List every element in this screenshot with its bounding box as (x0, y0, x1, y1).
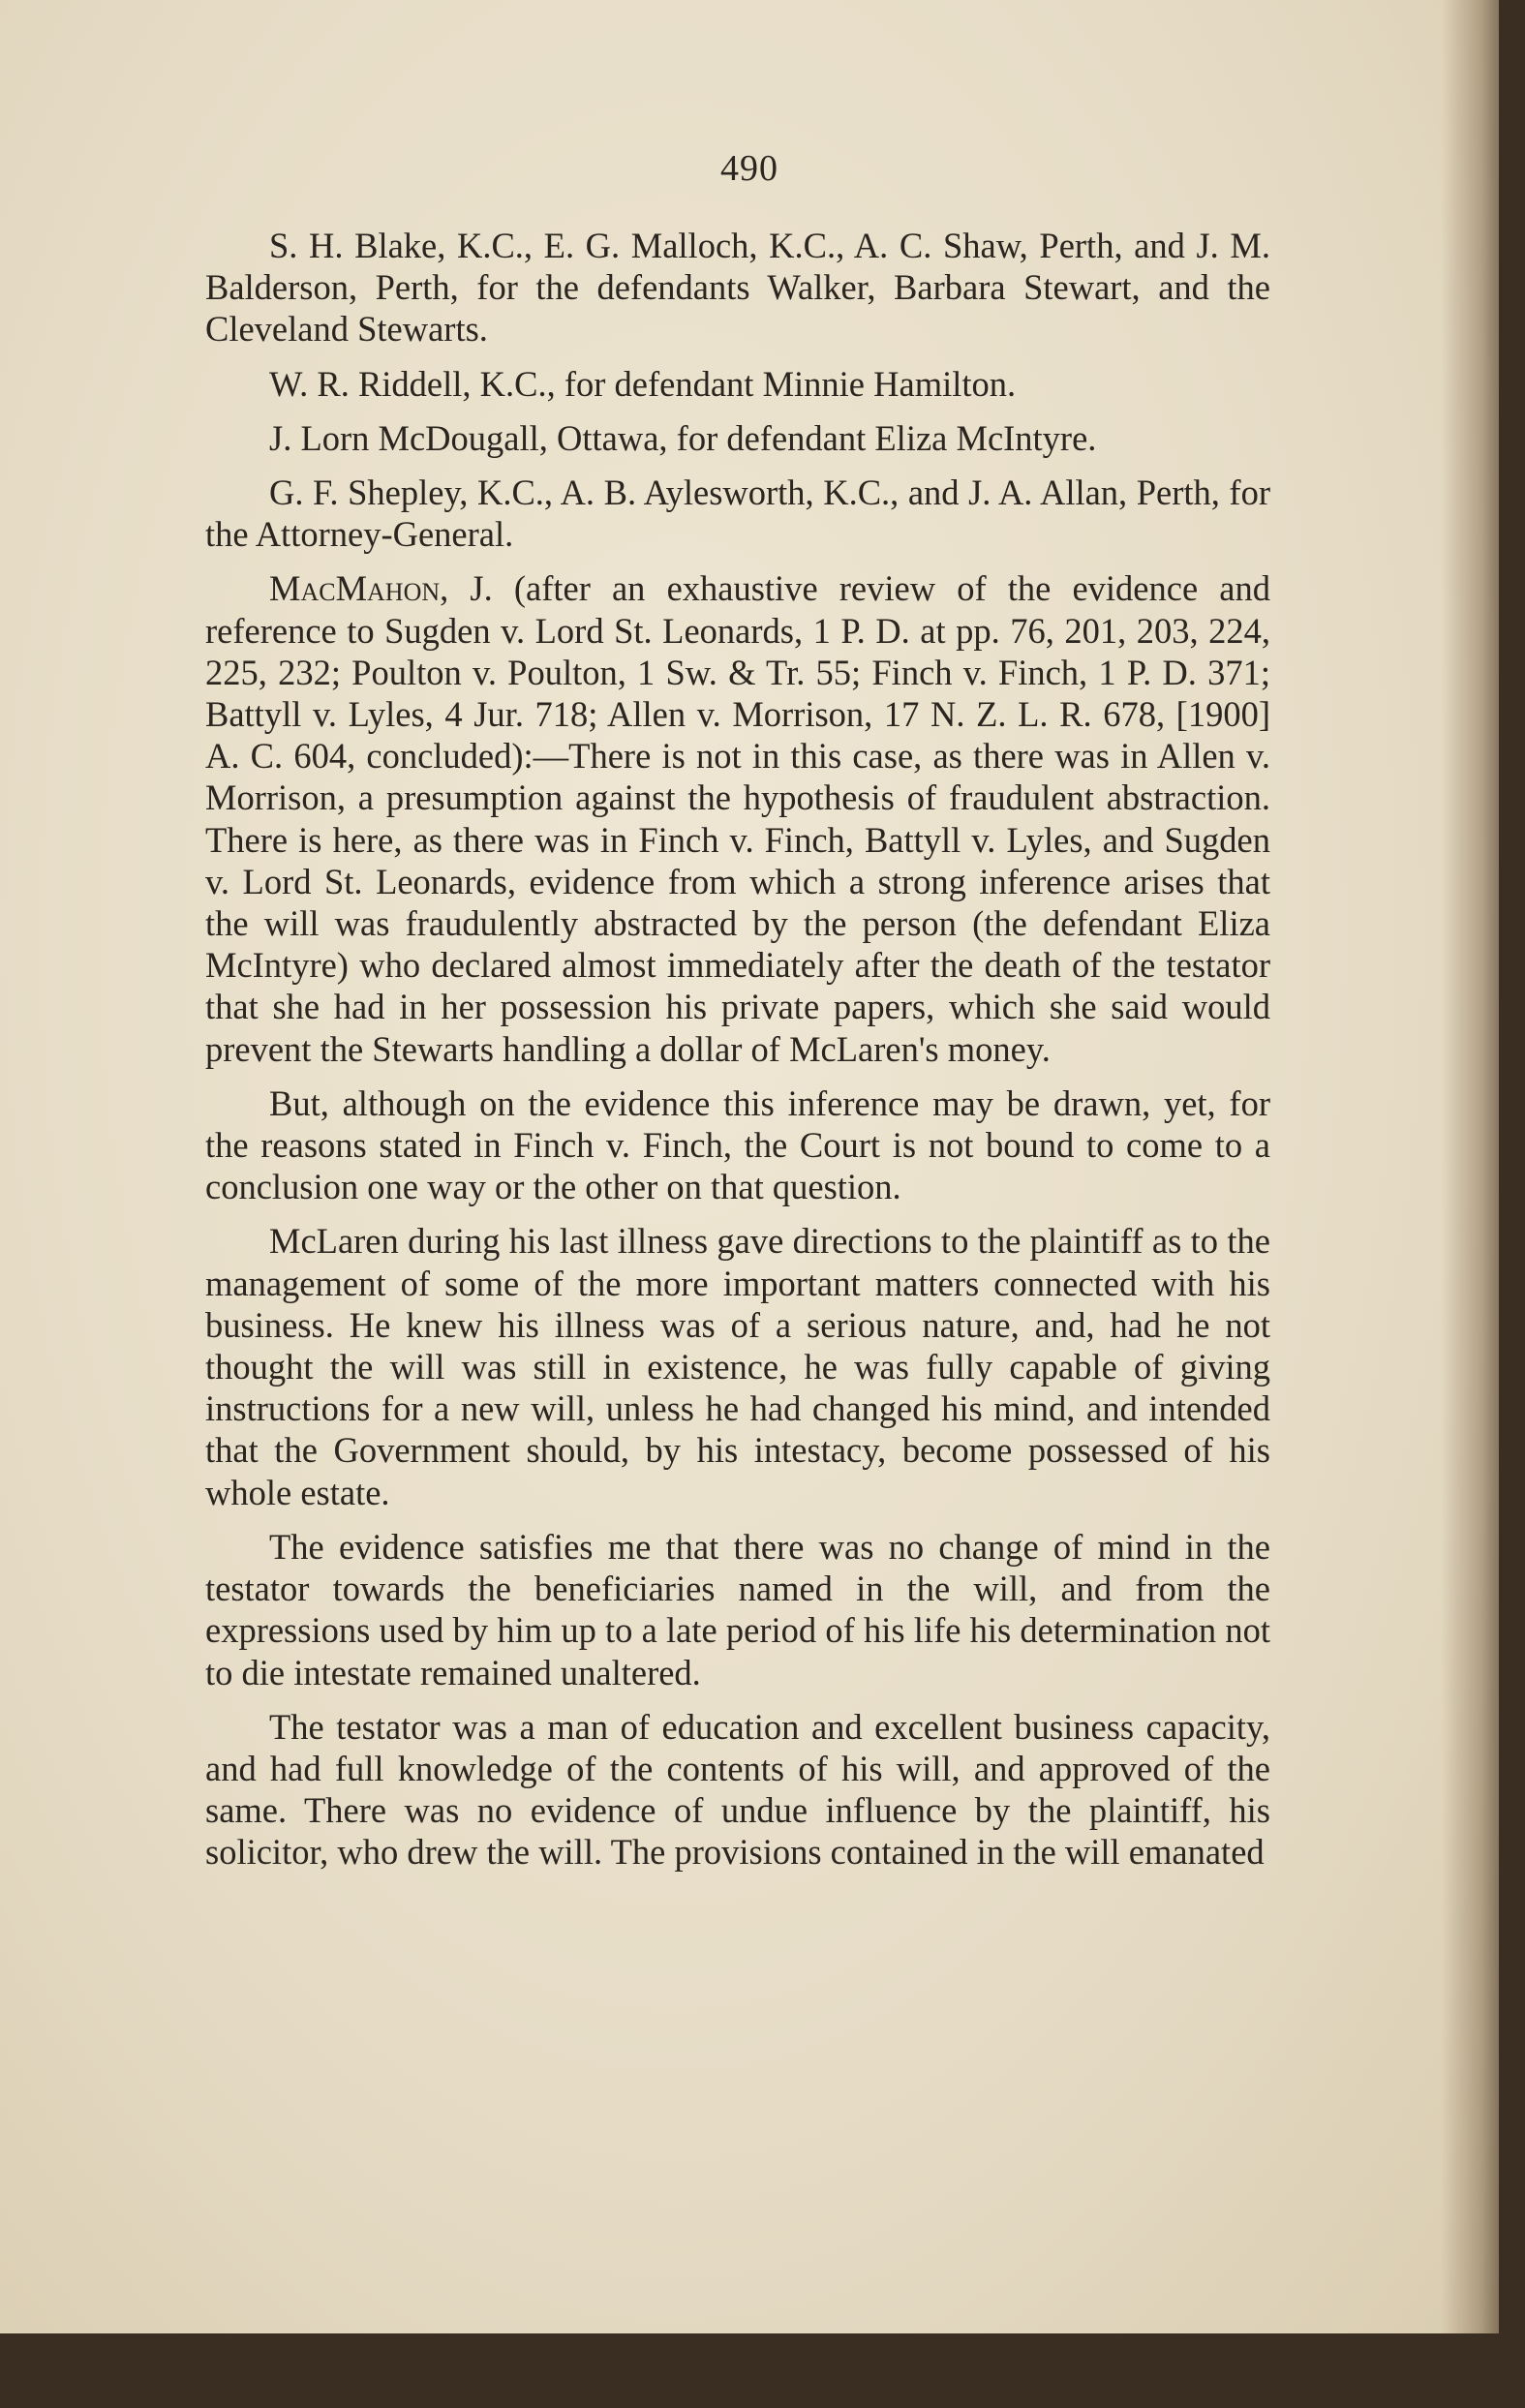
page-body (205, 225, 1270, 1886)
page-gutter-shadow (1441, 0, 1499, 2333)
judgment-paragraph: McLaren during his last illness gave directions to the plaintiff as to the management of some of the more important matters connected with his business. He knew his illness was of a serious nature, and, had he not thought the will was still in existence, he was fully capable of giving instructions for a new will, unless he had changed his mind, and intended that the Government should, by his intestacy, become possessed of his whole estate. (205, 1221, 1270, 1512)
judgment-opening-text: , J. (after an exhaustive review of the evidence and reference to Sugden v. Lord St. Leonards, 1 P. D. at pp. 76, 201, 203, 224, 225, 232; Poulton v. Poulton, 1 Sw. & Tr. 55; Finch v. Finch, 1 P. D. 371; Battyll v. Lyles, 4 Jur. 718; Allen v. Morrison, 17 N. Z. L. R. 678, [1900] A. C. 604, concluded):—There is not in this case, as there was in Allen v. Morrison, a presumption against the hypothesis of fraudulent abstraction. There is here, as there was in Finch v. Finch, Battyll v. Lyles, and Sugden v. Lord St. Leonards, evidence from which a strong inference arises that the will was fraudulently abstracted by the person (the defendant Eliza McIntyre) who declared almost immediately after the death of the testator that she had in her possession his private papers, which she said would prevent the Stewarts handling a dollar of McLaren's money. (205, 568, 1270, 1069)
judge-name: MacMahon (269, 568, 441, 609)
judgment-paragraph: But, although on the evidence this inference may be drawn, yet, for the reasons stated in Finch v. Finch, the Court is not bound to come to a conclusion one way or the other on that question. (205, 1082, 1270, 1207)
counsel-paragraph: G. F. Shepley, K.C., A. B. Aylesworth, K.C., and J. A. Allan, Perth, for the Attorney-General. (205, 472, 1270, 555)
page-number: 490 (720, 148, 778, 189)
judgment-paragraph: The testator was a man of education and excellent business capacity, and had full knowledge of the contents of his will, and approved of the same. There was no evidence of undue influence by the plaintiff, his solicitor, who drew the will. The provisions contained in the will emanated (205, 1706, 1270, 1873)
counsel-paragraph: J. Lorn McDougall, Ottawa, for defendant Eliza McIntyre. (269, 417, 1097, 458)
judgment-paragraph: The evidence satisfies me that there was no change of mind in the testator towards the beneficiaries named in the will, and from the expressions used by him up to a late period of his life his determination not to die intestate remained unaltered. (205, 1526, 1270, 1692)
counsel-paragraph: W. R. Riddell, K.C., for defendant Minnie Hamilton. (269, 363, 1017, 404)
counsel-paragraph: S. H. Blake, K.C., E. G. Malloch, K.C., A. C. Shaw, Perth, and J. M. Balderson, Perth, for the defendants Walker, Barbara Stewart, and the Cleveland Stewarts. (205, 226, 1270, 350)
judgment-opening-paragraph (205, 567, 1270, 1069)
